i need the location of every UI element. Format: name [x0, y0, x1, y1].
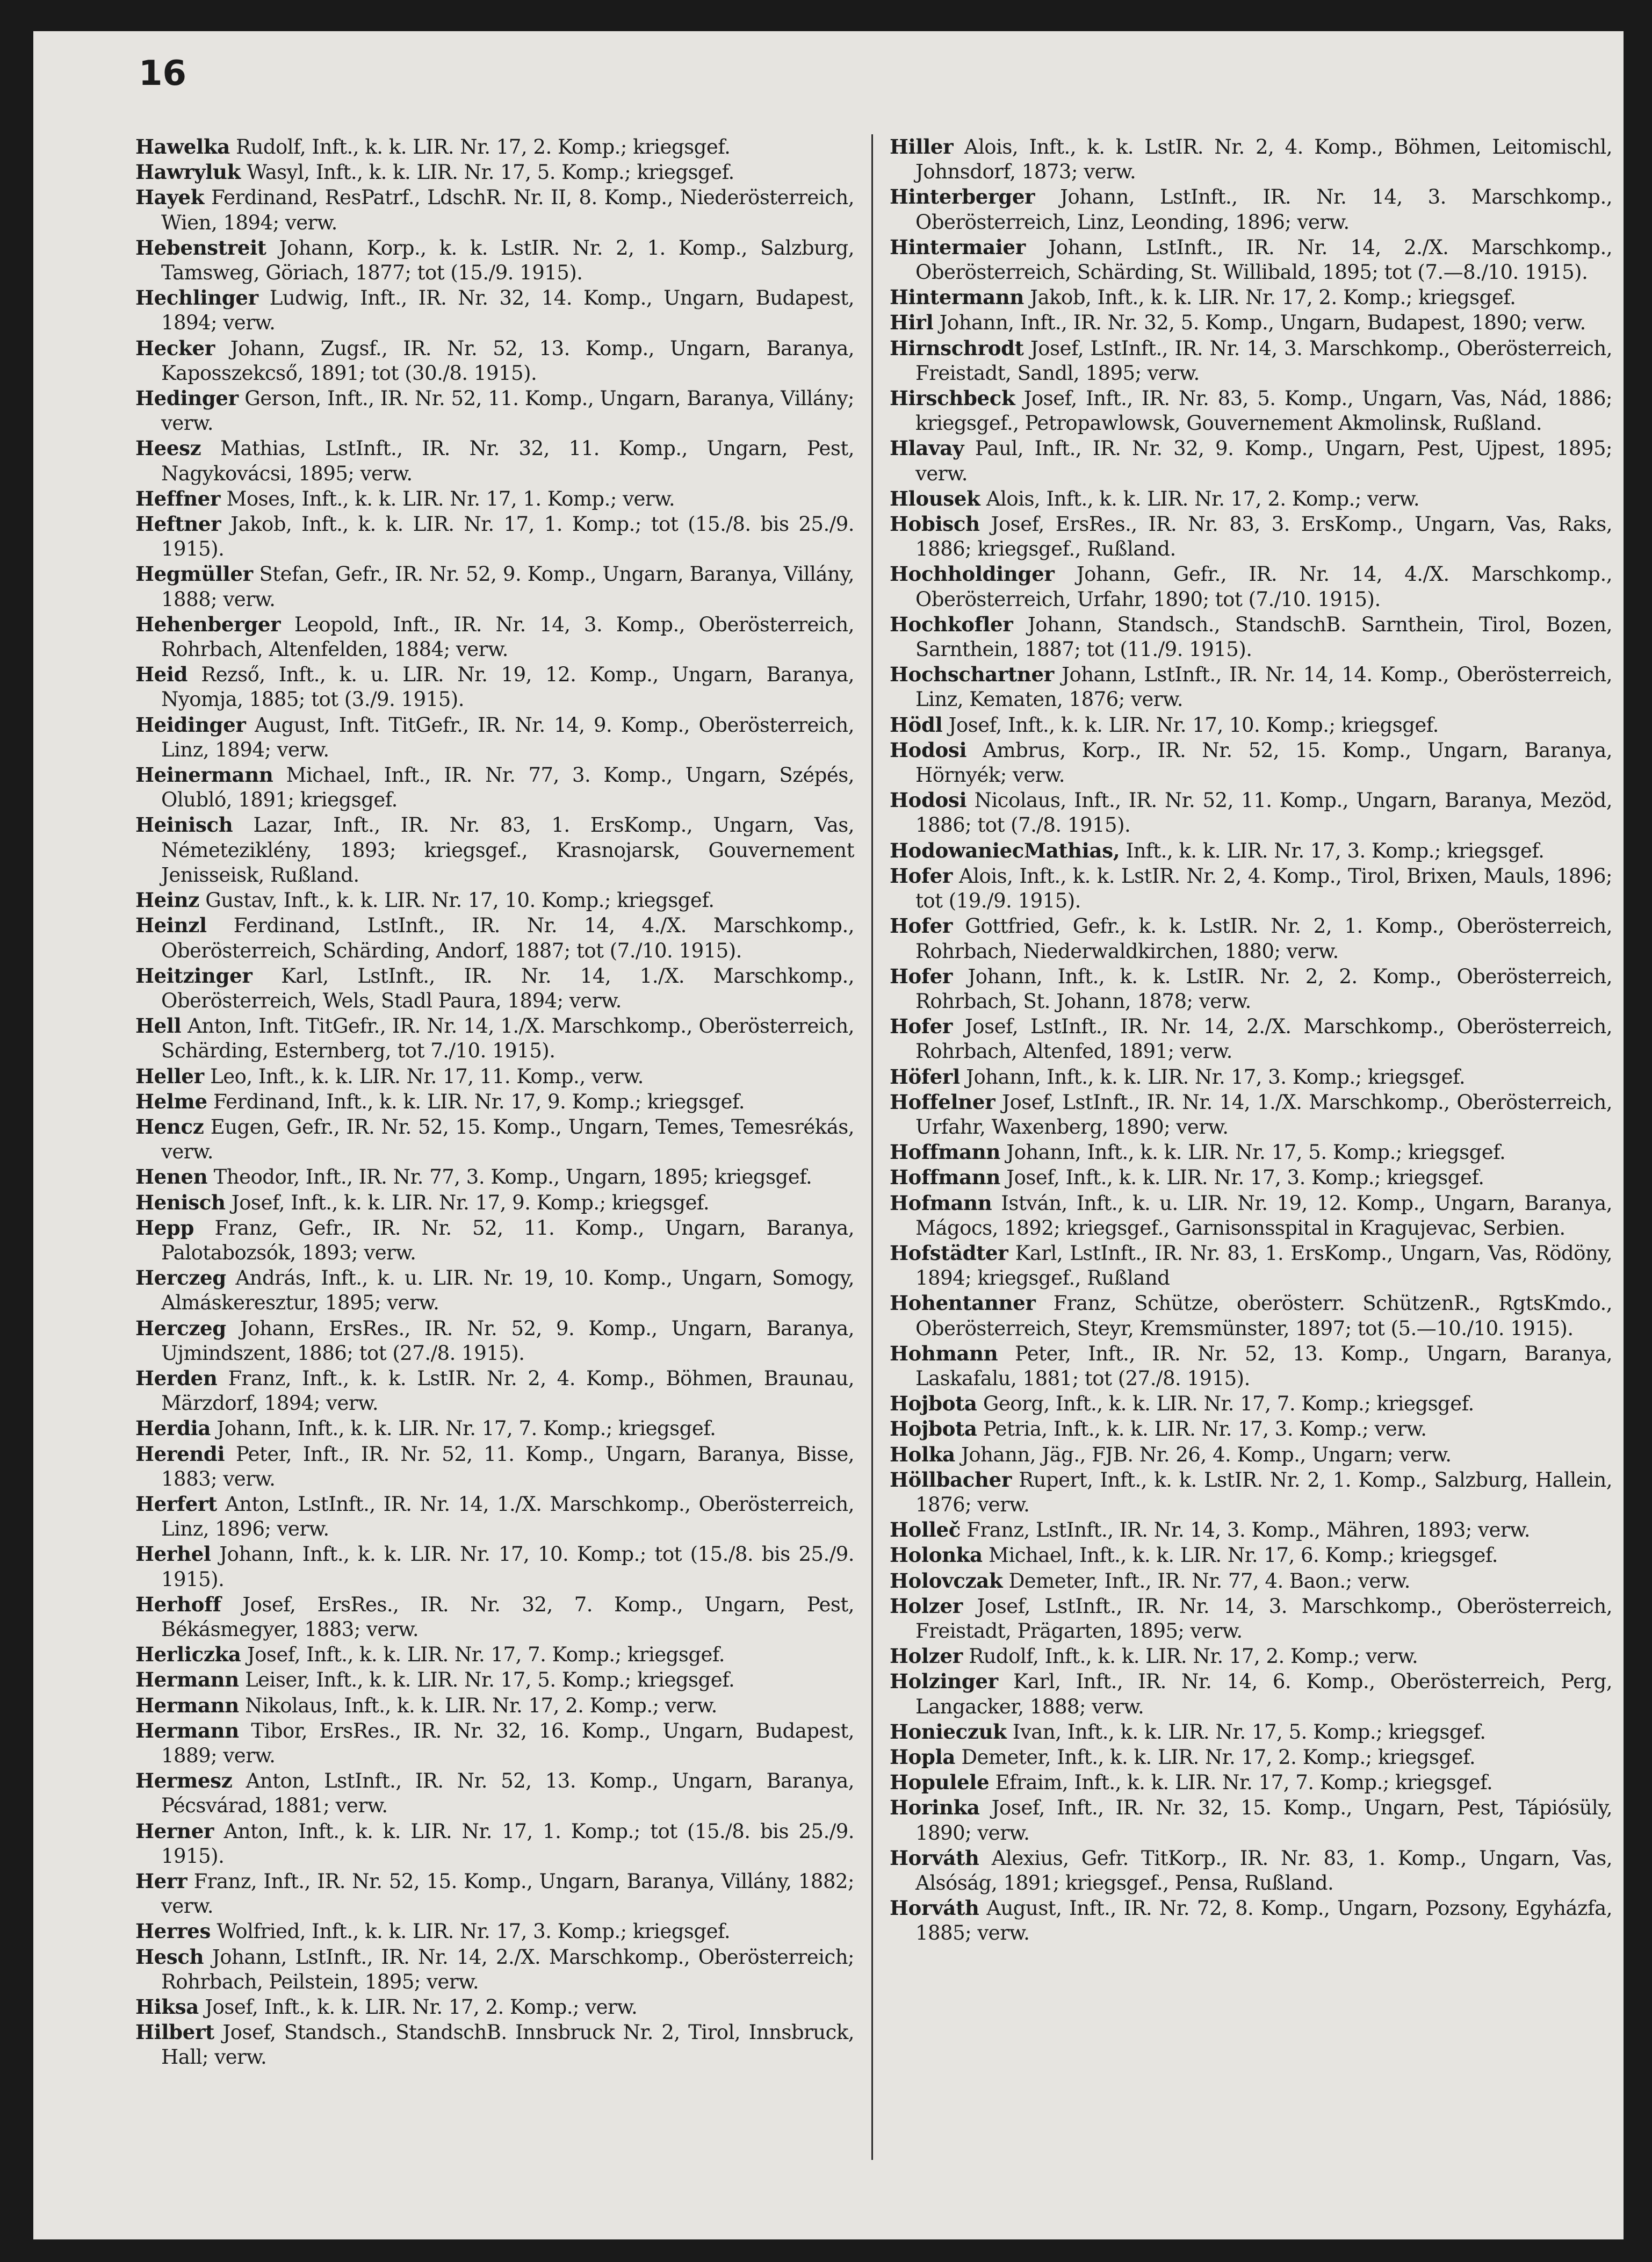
entry-details: Johann, Inft., k. k. LstIR. Nr. 2, 2. Komp., Oberösterreich, Rohrbach, St. Johann, 1878; verw. [915, 964, 1612, 1013]
entry-surname: Hobisch [890, 512, 980, 536]
entry-details: Josef, LstInft., IR. Nr. 14, 2./X. Marschkomp., Oberösterreich, Rohrbach, Altenfed, 1891; verw. [915, 1015, 1612, 1063]
entry-details: Mathias, LstInft., IR. Nr. 32, 11. Komp., Ungarn, Pest, Nagykovácsi, 1895; verw. [161, 437, 854, 485]
register-entry [135, 185, 854, 235]
register-entry [890, 964, 1612, 1014]
register-entry [890, 1594, 1612, 1644]
entry-surname: Hohentanner [890, 1291, 1036, 1315]
entry-surname: Hintermaier [890, 235, 1026, 259]
entry-surname: Herner [135, 1819, 214, 1843]
entry-details: August, Inft. TitGefr., IR. Nr. 14, 9. Komp., Oberösterreich, Linz, 1894; verw. [161, 713, 855, 761]
entry-surname: Höllbacher [890, 1467, 1012, 1492]
entry-surname: Herdia [135, 1416, 211, 1440]
entry-surname: Hilbert [135, 2020, 214, 2044]
entry-details: Gottfried, Gefr., k. k. LstIR. Nr. 2, 1. Komp., Oberösterreich, Rohrbach, Niederwaldkirchen, 1880; verw. [915, 914, 1613, 963]
entry-surname: Hofer [890, 863, 953, 888]
entry-details: Leiser, Inft., k. k. LIR. Nr. 17, 5. Komp.; kriegsgef. [245, 1668, 735, 1692]
register-entry [135, 1215, 854, 1265]
entry-surname: Hermann [135, 1668, 239, 1692]
entry-surname: Hopulele [890, 1770, 990, 1795]
entry-details: Ferdinand, LstInft., IR. Nr. 14, 4./X. Marschkomp., Oberösterreich, Schärding, Andorf, 1887; tot (7./10. 1915). [161, 914, 855, 962]
entry-surname: Herliczka [135, 1643, 241, 1667]
entry-surname: Hofer [890, 1014, 953, 1039]
entry-surname: Hojbota [890, 1392, 977, 1416]
entry-surname: Hayek [135, 185, 205, 210]
entry-details: Johann, LstInft., IR. Nr. 14, 14. Komp., Oberösterreich, Linz, Kematen, 1876; verw. [915, 663, 1612, 711]
register-entry [135, 486, 854, 512]
entry-surname: Hiller [890, 135, 954, 159]
register-entry [135, 1013, 854, 1063]
entry-surname: Hirl [890, 311, 934, 335]
register-entry [890, 838, 1612, 863]
register-entry [135, 1366, 854, 1416]
entry-surname: Heller [135, 1064, 204, 1088]
entry-details: Michael, Inft., IR. Nr. 77, 3. Komp., Ungarn, Szépés, Olubló, 1891; kriegsgef. [161, 763, 854, 812]
entry-details: Peter, Inft., IR. Nr. 52, 11. Komp., Ungarn, Baranya, Bisse, 1883; verw. [161, 1442, 855, 1490]
register-entry [890, 336, 1612, 386]
entry-details: Josef, ErsRes., IR. Nr. 32, 7. Komp., Ungarn, Pest, Békásmegyer, 1883; verw. [161, 1593, 854, 1641]
entry-details: Rupert, Inft., k. k. LstIR. Nr. 2, 1. Komp., Salzburg, Hallein, 1876; verw. [915, 1468, 1612, 1516]
entry-details: Josef, ErsRes., IR. Nr. 83, 3. ErsKomp., Ungarn, Vas, Raks, 1886; kriegsgef., Rußland. [915, 513, 1612, 561]
entry-surname: Heid [135, 662, 188, 687]
register-entry [890, 1795, 1612, 1845]
register-entry [135, 812, 854, 888]
entry-details: Johann, LstInft., IR. Nr. 14, 2./X. Marschkomp., Oberösterreich; Rohrbach, Peilstein, 1895; verw. [161, 1945, 854, 1993]
register-entry [135, 1819, 854, 1869]
entry-details: Alois, Inft., k. k. LstIR. Nr. 2, 4. Komp., Böhmen, Leitomischl, Johnsdorf, 1873; verw. [915, 135, 1612, 184]
entry-details: Demeter, Inft., k. k. LIR. Nr. 17, 2. Komp.; kriegsgef. [961, 1746, 1476, 1769]
entry-surname: Hermann [135, 1718, 239, 1742]
register-entry [890, 712, 1612, 738]
register-entry [135, 1693, 854, 1718]
entry-surname: Hechlinger [135, 286, 258, 310]
register-entry [890, 1543, 1612, 1568]
register-entry [890, 1669, 1612, 1719]
entry-details: Josef, Inft., k. k. LIR. Nr. 17, 10. Komp.; kriegsgef. [948, 713, 1439, 737]
register-entry [135, 1164, 854, 1190]
entry-surname: Hofer [890, 964, 953, 988]
entry-details: Johann, LstInft., IR. Nr. 14, 3. Marschkomp., Oberösterreich, Linz, Leonding, 1896; verw. [915, 185, 1612, 234]
register-entry [135, 762, 854, 812]
entry-details: Josef, Inft., IR. Nr. 32, 15. Komp., Ungarn, Pest, Tápiósüly, 1890; verw. [915, 1796, 1613, 1845]
entry-details: Franz, Gefr., IR. Nr. 52, 11. Komp., Ungarn, Baranya, Palotabozsók, 1893; verw. [161, 1216, 854, 1264]
entry-details: Josef, Inft., k. k. LIR. Nr. 17, 9. Komp.; kriegsgef. [231, 1191, 710, 1214]
entry-details: Josef, LstInft., IR. Nr. 14, 3. Marschkomp., Oberösterreich, Freistadt, Sandl, 1895; verw. [915, 336, 1613, 385]
entry-surname: Henen [135, 1165, 208, 1189]
register-entry [890, 1770, 1612, 1795]
register-entry [135, 913, 854, 963]
register-entry [890, 1140, 1612, 1165]
entry-details: Josef, LstInft., IR. Nr. 14, 1./X. Marschkomp., Oberösterreich, Urfahr, Waxenberg, 1890; verw. [915, 1090, 1612, 1139]
entry-surname: Hochkofler [890, 612, 1013, 636]
entry-details: András, Inft., k. u. LIR. Nr. 19, 10. Komp., Ungarn, Somogy, Almáskeresztur, 1895; verw. [161, 1266, 854, 1315]
register-entry [135, 1994, 854, 2020]
entry-details: Ludwig, Inft., IR. Nr. 32, 14. Komp., Ungarn, Budapest, 1894; verw. [161, 286, 854, 335]
page-number: 16 [139, 54, 187, 93]
register-entry [890, 1064, 1612, 1090]
entry-surname: Hodosi [890, 788, 967, 812]
entry-surname: Hiksa [135, 1995, 199, 2019]
register-entry [135, 1768, 854, 1818]
entry-surname: Holka [890, 1442, 955, 1466]
register-entry [890, 1846, 1612, 1896]
entry-details: Josef, Inft., k. k. LIR. Nr. 17, 7. Komp.; kriegsgef. [247, 1643, 725, 1667]
entry-surname: Holzer [890, 1644, 963, 1668]
entry-surname: Hlousek [890, 486, 980, 510]
register-entry [890, 612, 1612, 662]
register-entry [890, 1191, 1612, 1241]
entry-details: Johann, Zugsf., IR. Nr. 52, 13. Komp., Ungarn, Baranya, Kaposszekcső, 1891; tot (30./8. 1915). [161, 336, 855, 385]
entry-details: Franz, Inft., IR. Nr. 52, 15. Komp., Ungarn, Baranya, Villány, 1882; verw. [161, 1870, 854, 1918]
entry-surname: Heftner [135, 512, 221, 536]
entry-surname: Hawryluk [135, 160, 241, 184]
entry-details: Jakob, Inft., k. k. LIR. Nr. 17, 2. Komp.; kriegsgef. [1030, 286, 1516, 309]
entry-details: Theodor, Inft., IR. Nr. 77, 3. Komp., Ungarn, 1895; kriegsgef. [213, 1165, 812, 1189]
entry-details: Nikolaus, Inft., k. k. LIR. Nr. 17, 2. Komp.; verw. [245, 1694, 717, 1717]
entry-surname: Hepp [135, 1215, 194, 1240]
register-entry [890, 788, 1612, 838]
register-entry [135, 1944, 854, 1994]
entry-details: Moses, Inft., k. k. LIR. Nr. 17, 1. Komp.; verw. [226, 487, 675, 510]
entry-details: Leopold, Inft., IR. Nr. 14, 3. Komp., Oberösterreich, Rohrbach, Altenfelden, 1884; verw. [161, 613, 854, 661]
register-entry [135, 386, 854, 436]
entry-details: Leo, Inft., k. k. LIR. Nr. 17, 11. Komp., verw. [210, 1064, 644, 1088]
entry-details: Nicolaus, Inft., IR. Nr. 52, 11. Komp., Ungarn, Baranya, Mezöd, 1886; tot (7./8. 1915). [915, 789, 1612, 837]
entry-surname: Honieczuk [890, 1719, 1007, 1744]
entry-details: Josef, Standsch., StandschB. Innsbruck Nr. 2, Tirol, Innsbruck, Hall; verw. [161, 2021, 854, 2069]
entry-surname: Hirschbeck [890, 386, 1015, 410]
entry-surname: Hoffelner [890, 1090, 995, 1114]
entry-details: Demeter, Inft., IR. Nr. 77, 4. Baon.; verw. [1008, 1569, 1410, 1593]
entry-surname: Hirnschrodt [890, 336, 1024, 360]
register-entry [135, 612, 854, 662]
entry-surname: Heinermann [135, 763, 273, 787]
register-entry [890, 235, 1612, 285]
entry-details: Karl, LstInft., IR. Nr. 83, 1. ErsKomp., Ungarn, Vas, Rödöny, 1894; kriegsgef., Rußland [915, 1241, 1613, 1290]
entry-details: Ivan, Inft., k. k. LIR. Nr. 17, 5. Komp.; kriegsgef. [1012, 1720, 1486, 1744]
entry-surname: Holonka [890, 1543, 983, 1567]
entry-details: Alois, Inft., k. k. LstIR. Nr. 2, 4. Komp., Tirol, Brixen, Mauls, 1896; tot (19./9. 1915). [915, 864, 1612, 913]
register-entry [890, 1745, 1612, 1770]
entry-details: Ambrus, Korp., IR. Nr. 52, 15. Komp., Ungarn, Baranya, Hörnyék; verw. [915, 738, 1612, 787]
entry-surname: Herhel [135, 1542, 211, 1566]
register-entry [890, 1568, 1612, 1594]
register-entry [890, 436, 1612, 486]
entry-details: Josef, LstInft., IR. Nr. 14, 3. Marschkomp., Oberösterreich, Freistadt, Prägarten, 1895; verw. [915, 1594, 1612, 1643]
entry-surname: Hecker [135, 336, 215, 360]
entry-surname: Hohmann [890, 1341, 998, 1365]
entry-surname: Hochschartner [890, 662, 1054, 687]
register-entry [890, 1291, 1612, 1341]
entry-details: Josef, Inft., k. k. LIR. Nr. 17, 2. Komp.; verw. [205, 1996, 638, 2019]
entry-surname: Herhoff [135, 1592, 221, 1616]
entry-surname: Hencz [135, 1114, 204, 1139]
entry-surname: Höferl [890, 1064, 960, 1089]
entry-details: Ferdinand, ResPatrf., LdschR. Nr. II, 8. Komp., Niederösterreich, Wien, 1894; verw. [161, 186, 854, 234]
register-entry [135, 662, 854, 712]
register-entry [890, 1090, 1612, 1140]
register-entry [890, 1416, 1612, 1442]
register-entry [135, 1064, 854, 1089]
register-entry [135, 561, 854, 611]
register-entry [135, 436, 854, 486]
entry-details: Franz, LstInft., IR. Nr. 14, 3. Komp., Mähren, 1893; verw. [966, 1518, 1531, 1542]
register-entry [890, 512, 1612, 561]
entry-surname: Holzinger [890, 1669, 998, 1694]
entry-surname: Hinterberger [890, 185, 1035, 209]
entry-surname: Hebenstreit [135, 235, 266, 260]
register-entry [890, 486, 1612, 512]
register-entry [135, 1316, 854, 1366]
entry-surname: Hegmüller [135, 562, 253, 586]
entry-surname: Herres [135, 1919, 211, 1943]
entry-surname: Hofer [890, 914, 953, 938]
register-entry [135, 712, 854, 762]
register-entry [135, 1089, 854, 1114]
entry-details: Karl, Inft., IR. Nr. 14, 6. Komp., Oberösterreich, Perg, Langacker, 1888; verw. [915, 1670, 1612, 1718]
entry-surname: Hochholdinger [890, 562, 1055, 586]
entry-details: Johann, Korp., k. k. LstIR. Nr. 2, 1. Komp., Salzburg, Tamsweg, Göriach, 1877; tot (15./9. 1915). [161, 236, 855, 285]
entry-surname: Herfert [135, 1492, 217, 1516]
entry-details: Rudolf, Inft., k. k. LIR. Nr. 17, 2. Komp.; kriegsgef. [236, 135, 731, 159]
register-entry [135, 1190, 854, 1215]
entry-details: Johann, Inft., k. k. LIR. Nr. 17, 3. Komp.; kriegsgef. [966, 1065, 1466, 1089]
register-entry [890, 1391, 1612, 1416]
entry-details: Efraim, Inft., k. k. LIR. Nr. 17, 7. Komp.; kriegsgef. [995, 1771, 1493, 1795]
entry-surname: Holleč [890, 1518, 961, 1542]
register-entry [890, 662, 1612, 712]
register-entry [135, 1265, 854, 1315]
register-entry [135, 1114, 854, 1164]
register-entry [135, 2020, 854, 2070]
entry-details: Alexius, Gefr. TitKorp., IR. Nr. 83, 1. Komp., Ungarn, Vas, Alsóság, 1891; kriegsgef., Pensa, Rußland. [915, 1846, 1612, 1895]
entry-surname: Hehenberger [135, 612, 281, 636]
entry-surname: Helme [135, 1089, 207, 1113]
register-entry [890, 134, 1612, 184]
entry-surname: Hojbota [890, 1417, 977, 1441]
entry-surname: Hell [135, 1014, 182, 1038]
entry-surname: Heinisch [135, 813, 233, 837]
entry-surname: Herden [135, 1366, 218, 1390]
register-entry [135, 235, 854, 285]
entry-surname: Hedinger [135, 386, 239, 410]
register-entry [890, 1467, 1612, 1517]
entry-surname: Herczeg [135, 1266, 226, 1290]
entry-surname: Hödl [890, 712, 943, 737]
entry-surname: Herr [135, 1869, 187, 1893]
entry-details: Stefan, Gefr., IR. Nr. 52, 9. Komp., Ungarn, Baranya, Villány, 1888; verw. [161, 563, 854, 611]
entry-surname: Herczeg [135, 1316, 226, 1340]
entry-details: Rudolf, Inft., k. k. LIR. Nr. 17, 2. Komp.; verw. [969, 1645, 1418, 1668]
entry-details: Johann, ErsRes., IR. Nr. 52, 9. Komp., Ungarn, Baranya, Ujmindszent, 1886; tot (27./8. 1915). [161, 1316, 854, 1365]
register-entry [135, 1642, 854, 1667]
entry-details: Anton, Inft. TitGefr., IR. Nr. 14, 1./X. Marschkomp., Oberösterreich, Schärding, Esternberg, tot 7./10. 1915). [161, 1014, 854, 1063]
entry-surname: Heitzinger [135, 963, 253, 988]
entry-details: Rezső, Inft., k. u. LIR. Nr. 19, 12. Komp., Ungarn, Baranya, Nyomja, 1885; tot (3./9. 1915). [161, 663, 854, 711]
entry-surname: Heinzl [135, 913, 207, 938]
register-entry [890, 1165, 1612, 1190]
entry-details: Alois, Inft., k. k. LIR. Nr. 17, 2. Komp.; verw. [986, 487, 1420, 510]
register-entry [135, 1592, 854, 1642]
entry-surname: Henisch [135, 1190, 226, 1214]
entry-surname: Horváth [890, 1896, 979, 1920]
register-entry [890, 1719, 1612, 1745]
entry-details: Anton, Inft., k. k. LIR. Nr. 17, 1. Komp.; tot (15./8. bis 25./9. 1915). [161, 1819, 854, 1868]
entry-details: Gerson, Inft., IR. Nr. 52, 11. Komp., Ungarn, Baranya, Villány; verw. [161, 387, 855, 435]
entry-details: Johann, LstInft., IR. Nr. 14, 2./X. Marschkomp., Oberösterreich, Schärding, St. Willibald, 1895; tot (7.—8./10. 1915). [915, 235, 1612, 284]
entry-details: Jakob, Inft., k. k. LIR. Nr. 17, 1. Komp.; tot (15./8. bis 25./9. 1915). [161, 513, 854, 561]
register-entry [890, 1517, 1612, 1543]
entry-details: Karl, LstInft., IR. Nr. 14, 1./X. Marschkomp., Oberösterreich, Wels, Stadl Paura, 1894; verw. [161, 964, 854, 1012]
register-entry [135, 134, 854, 160]
entry-details: Johann, Inft., k. k. LIR. Nr. 17, 7. Komp.; kriegsgef. [217, 1417, 716, 1440]
register-entry [890, 738, 1612, 788]
register-entry [890, 913, 1612, 963]
register-entry [135, 1492, 854, 1541]
right-column [890, 134, 1612, 1946]
entry-surname: Horváth [890, 1846, 979, 1870]
entry-details: Johann, Inft., k. k. LIR. Nr. 17, 10. Komp.; tot (15./8. bis 25./9. 1915). [161, 1543, 855, 1591]
entry-surname: Hoffmann [890, 1165, 1000, 1190]
entry-details: Anton, LstInft., IR. Nr. 52, 13. Komp., Ungarn, Baranya, Pécsvárad, 1881; verw. [161, 1769, 855, 1818]
entry-details: Lazar, Inft., IR. Nr. 83, 1. ErsKomp., Ungarn, Vas, Németeziklény, 1893; kriegsgef., Krasnojarsk, Gouvernement Jenisseisk, Rußland. [161, 813, 854, 887]
entry-surname: Hermesz [135, 1769, 233, 1793]
entry-surname: HodowaniecMathias, [890, 838, 1120, 862]
entry-details: Franz, Inft., k. k. LstIR. Nr. 2, 4. Komp., Böhmen, Braunau, Märzdorf, 1894; verw. [161, 1366, 854, 1415]
entry-details: Johann, Gefr., IR. Nr. 14, 4./X. Marschkomp., Oberösterreich, Urfahr, 1890; tot (7./10. 1915). [915, 563, 1612, 611]
entry-details: Petria, Inft., k. k. LIR. Nr. 17, 3. Komp.; verw. [983, 1417, 1427, 1441]
entry-details: Georg, Inft., k. k. LIR. Nr. 17, 7. Komp.; kriegsgef. [983, 1392, 1474, 1416]
register-entry [135, 1541, 854, 1591]
entry-details: Ferdinand, Inft., k. k. LIR. Nr. 17, 9. Komp.; kriegsgef. [213, 1090, 745, 1113]
entry-details: Peter, Inft., IR. Nr. 52, 13. Komp., Ungarn, Baranya, Laskafalu, 1881; tot (27./8. 1915). [915, 1342, 1612, 1390]
entry-details: Inft., k. k. LIR. Nr. 17, 3. Komp.; kriegsgef. [1126, 839, 1545, 862]
entry-details: August, Inft., IR. Nr. 72, 8. Komp., Ungarn, Pozsony, Egyházfa, 1885; verw. [915, 1897, 1612, 1945]
entry-details: Franz, Schütze, oberösterr. SchützenR., RgtsKmdo., Oberösterreich, Steyr, Kremsmünster, 1897; tot (5.—10./10. 1915). [915, 1292, 1612, 1340]
register-entry [890, 561, 1612, 611]
entry-surname: Horinka [890, 1796, 980, 1820]
entry-surname: Hofstädter [890, 1241, 1008, 1265]
register-entry [890, 386, 1612, 436]
entry-details: Gustav, Inft., k. k. LIR. Nr. 17, 10. Komp.; kriegsgef. [205, 889, 715, 912]
entry-surname: Hopla [890, 1745, 956, 1769]
entry-surname: Hesch [135, 1944, 204, 1969]
column-divider [871, 134, 873, 2160]
entry-details: Eugen, Gefr., IR. Nr. 52, 15. Komp., Ungarn, Temes, Temesrékás, verw. [161, 1115, 855, 1164]
entry-details: Anton, LstInft., IR. Nr. 14, 1./X. Marschkomp., Oberösterreich, Linz, 1896; verw. [161, 1492, 855, 1541]
entry-surname: Hawelka [135, 135, 230, 159]
register-entry [135, 888, 854, 913]
register-entry [135, 512, 854, 561]
register-entry [135, 160, 854, 185]
entry-details: Tibor, ErsRes., IR. Nr. 32, 16. Komp., Ungarn, Budapest, 1889; verw. [161, 1719, 854, 1767]
register-entry [135, 1667, 854, 1692]
entry-details: Paul, Inft., IR. Nr. 32, 9. Komp., Ungarn, Pest, Ujpest, 1895; verw. [915, 437, 1612, 485]
register-entry [135, 963, 854, 1013]
register-entry [890, 310, 1612, 335]
entry-details: Josef, Inft., k. k. LIR. Nr. 17, 3. Komp.; kriegsgef. [1006, 1166, 1484, 1190]
register-entry [135, 1718, 854, 1768]
register-entry [135, 336, 854, 386]
register-entry [890, 1442, 1612, 1467]
entry-surname: Heidinger [135, 712, 246, 737]
register-entry [135, 1442, 854, 1492]
register-entry [135, 1869, 854, 1919]
entry-details: István, Inft., k. u. LIR. Nr. 19, 12. Komp., Ungarn, Baranya, Mágocs, 1892; kriegsgef., Garnisonsspital in Kragujevac, Serbien. [915, 1191, 1612, 1240]
entry-surname: Hermann [135, 1693, 239, 1717]
register-entry [890, 285, 1612, 310]
entry-details: Josef, Inft., IR. Nr. 83, 5. Komp., Ungarn, Vas, Nád, 1886; kriegsgef., Petropawlowsk, Gouvernement Akmolinsk, Rußland. [915, 387, 1612, 435]
register-entry [135, 1919, 854, 1944]
register-entry [135, 1416, 854, 1441]
entry-surname: Heinz [135, 888, 199, 912]
register-entry [890, 1014, 1612, 1064]
entry-surname: Hofmann [890, 1191, 992, 1215]
entry-surname: Holovczak [890, 1568, 1003, 1593]
register-entry [135, 285, 854, 335]
entry-details: Wasyl, Inft., k. k. LIR. Nr. 17, 5. Komp.; kriegsgef. [247, 161, 734, 184]
register-entry [890, 1644, 1612, 1669]
entry-surname: Hoffmann [890, 1140, 1000, 1164]
entry-surname: Holzer [890, 1594, 963, 1618]
register-entry [890, 863, 1612, 913]
entry-surname: Heffner [135, 486, 221, 510]
entry-surname: Hodosi [890, 738, 967, 762]
register-entry [890, 1896, 1612, 1946]
entry-details: Johann, Inft., IR. Nr. 32, 5. Komp., Ungarn, Budapest, 1890; verw. [939, 311, 1586, 335]
left-column [135, 134, 854, 2070]
entry-surname: Heesz [135, 436, 201, 460]
entry-details: Michael, Inft., k. k. LIR. Nr. 17, 6. Komp.; kriegsgef. [989, 1544, 1498, 1567]
entry-details: Johann, Standsch., StandschB. Sarnthein, Tirol, Bozen, Sarnthein, 1887; tot (11./9. 1915). [915, 613, 1612, 661]
entry-surname: Hlavay [890, 436, 964, 460]
entry-details: Johann, Inft., k. k. LIR. Nr. 17, 5. Komp.; kriegsgef. [1006, 1141, 1506, 1164]
entry-surname: Hintermann [890, 285, 1024, 309]
entry-surname: Herendi [135, 1442, 225, 1466]
register-entry [890, 184, 1612, 234]
register-entry [890, 1241, 1612, 1291]
entry-details: Wolfried, Inft., k. k. LIR. Nr. 17, 3. Komp.; kriegsgef. [217, 1920, 731, 1943]
entry-details: Johann, Jäg., FJB. Nr. 26, 4. Komp., Ungarn; verw. [961, 1443, 1452, 1466]
register-entry [890, 1341, 1612, 1391]
